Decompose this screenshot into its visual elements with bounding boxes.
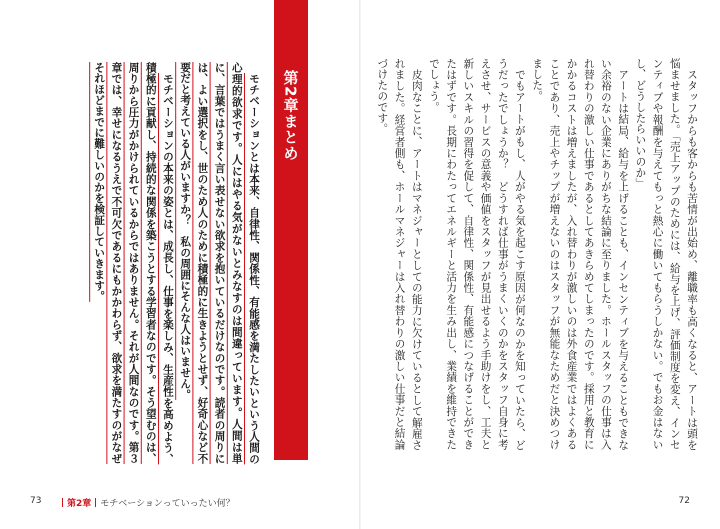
divider [95,498,96,507]
chapter-label: 第2章 [67,499,92,509]
right-page-number: 72 [678,496,690,506]
paragraph: アートは結局、給与を上げることも、インセンティブを与えることもできない余裕のない企業にありがちな結論に至りました。ホールスタッフの仕事は入れ替わりの激しい仕事であるとしてあきらめてしまったのです。採用と教育にかかるコストは増えましたが、入れ替わりが激しいのは外食産業ではよくあることであり、売上やチップが増えないのはスタッフが無能なためだと決めつけました。 [531,58,630,450]
left-page-number: 73 [30,496,42,506]
divider [62,498,63,507]
chapter-summary-title: 第2章まとめ [281,70,300,162]
summary-paragraph: モチベーションの本来の姿とは、成長し、仕事を楽しみ、生産性を高めよう、積極的に貢献し、持続的な関係を築こうとする学習者なのです。そう望むのは、周りから圧力がかけられているからではありません。それが人間なのです。第３章では、幸せになるうえで不可欠であるにもかかわらず、欲求を満たすのがなぜそれほどまでに難しいのかを検証していきます。 [93,62,174,464]
running-title: モチベーションっていったい何？ [100,499,235,509]
running-header [62,496,235,509]
paragraph: スタッフからも客からも苦情が出始め、離職率も高くなると、アートは頭を悩ませました。「売上アップのためには、給与を上げ、評価制度を変え、インセンティブや報酬を与えてもっと熱心に働いてもらうしかない。でもお金はないし、どうしたらいいのか」 [634,58,698,450]
page-gutter [359,0,361,529]
left-page-body [52,62,262,464]
right-page-body [370,58,700,450]
paragraph: 皮肉なことに、アートはマネジャーとしての能力に欠けているとして解雇されました。経営者側も、ホールマネジャーは入れ替わりの激しい仕事だと結論づけたのです。 [376,58,423,450]
summary-paragraph: モチベーションとは本来、自律性、関係性、有能感を満たしたいという人間の心理的欲求です。人にはやる気がないとみなすのは間違っています。人間は単に、言葉ではうまく言い表せない欲求を抱いているだけなのです。読者の周りには、よい選択をし、世のため人のために積極的に生きようとせず、好奇心など不要だと考えている人がいますか？ 私の周囲にそんな人はいません。 [179,62,260,464]
paragraph: でもアートがもし、人がやる気を起こす原因が何なのかを知っていたら、どうだったでしょうか？ どうすれば仕事がうまくいくのかをスタッフ自身に考えさせ、サービスの意義や価値をスタッフが見出せるよう手助けをし、工夫と新しいスキルの習得を促して、自律性、関係性、有能感につなげることができたはずです。長期にわたってエネルギーと活力を生み出し、業績を維持できたでしょう。 [427,58,526,450]
chapter-summary-band [274,0,308,460]
